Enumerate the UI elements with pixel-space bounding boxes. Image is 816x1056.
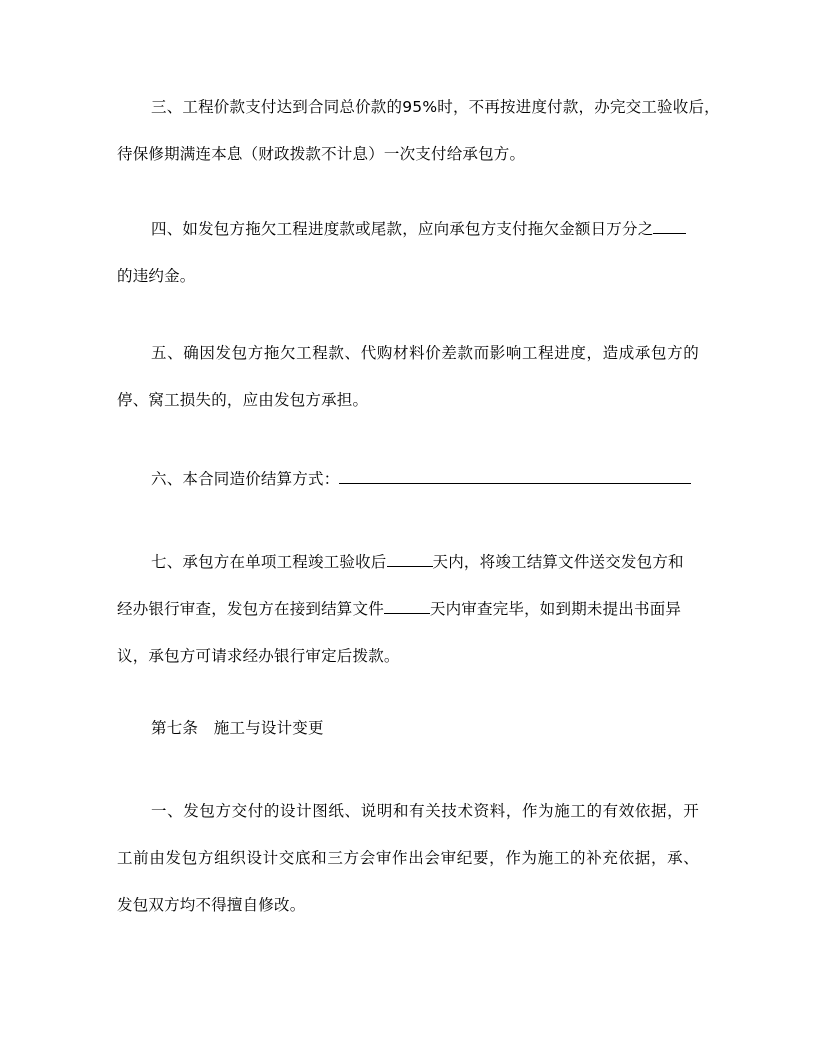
paragraph-line-text: 七、承包方在单项工程竣工验收后 bbox=[151, 553, 387, 571]
paragraph-late-payment bbox=[117, 206, 699, 300]
paragraph-line bbox=[117, 539, 699, 586]
paragraph-delay-loss bbox=[117, 330, 699, 424]
paragraph-line-text: 四、如发包方拖欠工程进度款或尾款，应向承包方支付拖欠金额日万分之 bbox=[151, 220, 654, 238]
paragraph-line bbox=[117, 456, 699, 503]
paragraph-line: 议，承包方可请求经办银行审定后拨款。 bbox=[117, 647, 400, 665]
paragraph-line-text: 经办银行审查，发包方在接到结算文件 bbox=[117, 600, 384, 618]
paragraph-line: 工前由发包方组织设计交底和三方会审作出会审纪要，作为施工的补充依据，承、 bbox=[117, 849, 699, 867]
paragraph-line bbox=[117, 586, 699, 633]
paragraph-design-documents bbox=[117, 788, 699, 929]
paragraph-settlement-method bbox=[117, 456, 699, 503]
paragraph-line: 发包双方均不得擅自修改。 bbox=[117, 896, 306, 914]
paragraph-line: 停、窝工损失的，应由发包方承担。 bbox=[117, 391, 369, 409]
paragraph-line: 的违约金。 bbox=[117, 267, 196, 285]
paragraph-line-text: 天内，将竣工结算文件送交发包方和 bbox=[432, 553, 684, 571]
paragraph-line: 三、工程价款支付达到合同总价款的95%时，不再按进度付款，办完交工验收后， bbox=[151, 98, 720, 116]
section-heading: 第七条 施工与设计变更 bbox=[151, 719, 324, 737]
fill-in-blank[interactable] bbox=[339, 469, 691, 484]
paragraph-final-settlement bbox=[117, 539, 699, 680]
paragraph-payment-95 bbox=[117, 84, 720, 178]
paragraph-line: 五、确因发包方拖欠工程款、代购材料价差款而影响工程进度，造成承包方的 bbox=[151, 344, 699, 362]
paragraph-line: 待保修期满连本息（财政拨款不计息）一次支付给承包方。 bbox=[117, 145, 526, 163]
paragraph-line-text: 六、本合同造价结算方式： bbox=[151, 470, 340, 488]
paragraph-line bbox=[117, 206, 699, 253]
paragraph-line: 一、发包方交付的设计图纸、说明和有关技术资料，作为施工的有效依据，开 bbox=[151, 802, 699, 820]
fill-in-blank[interactable] bbox=[653, 219, 686, 234]
fill-in-blank[interactable] bbox=[384, 599, 430, 614]
paragraph-line-text: 天内审查完毕，如到期未提出书面异 bbox=[429, 600, 682, 618]
section-heading-article-7 bbox=[117, 705, 699, 752]
fill-in-blank[interactable] bbox=[387, 552, 433, 567]
